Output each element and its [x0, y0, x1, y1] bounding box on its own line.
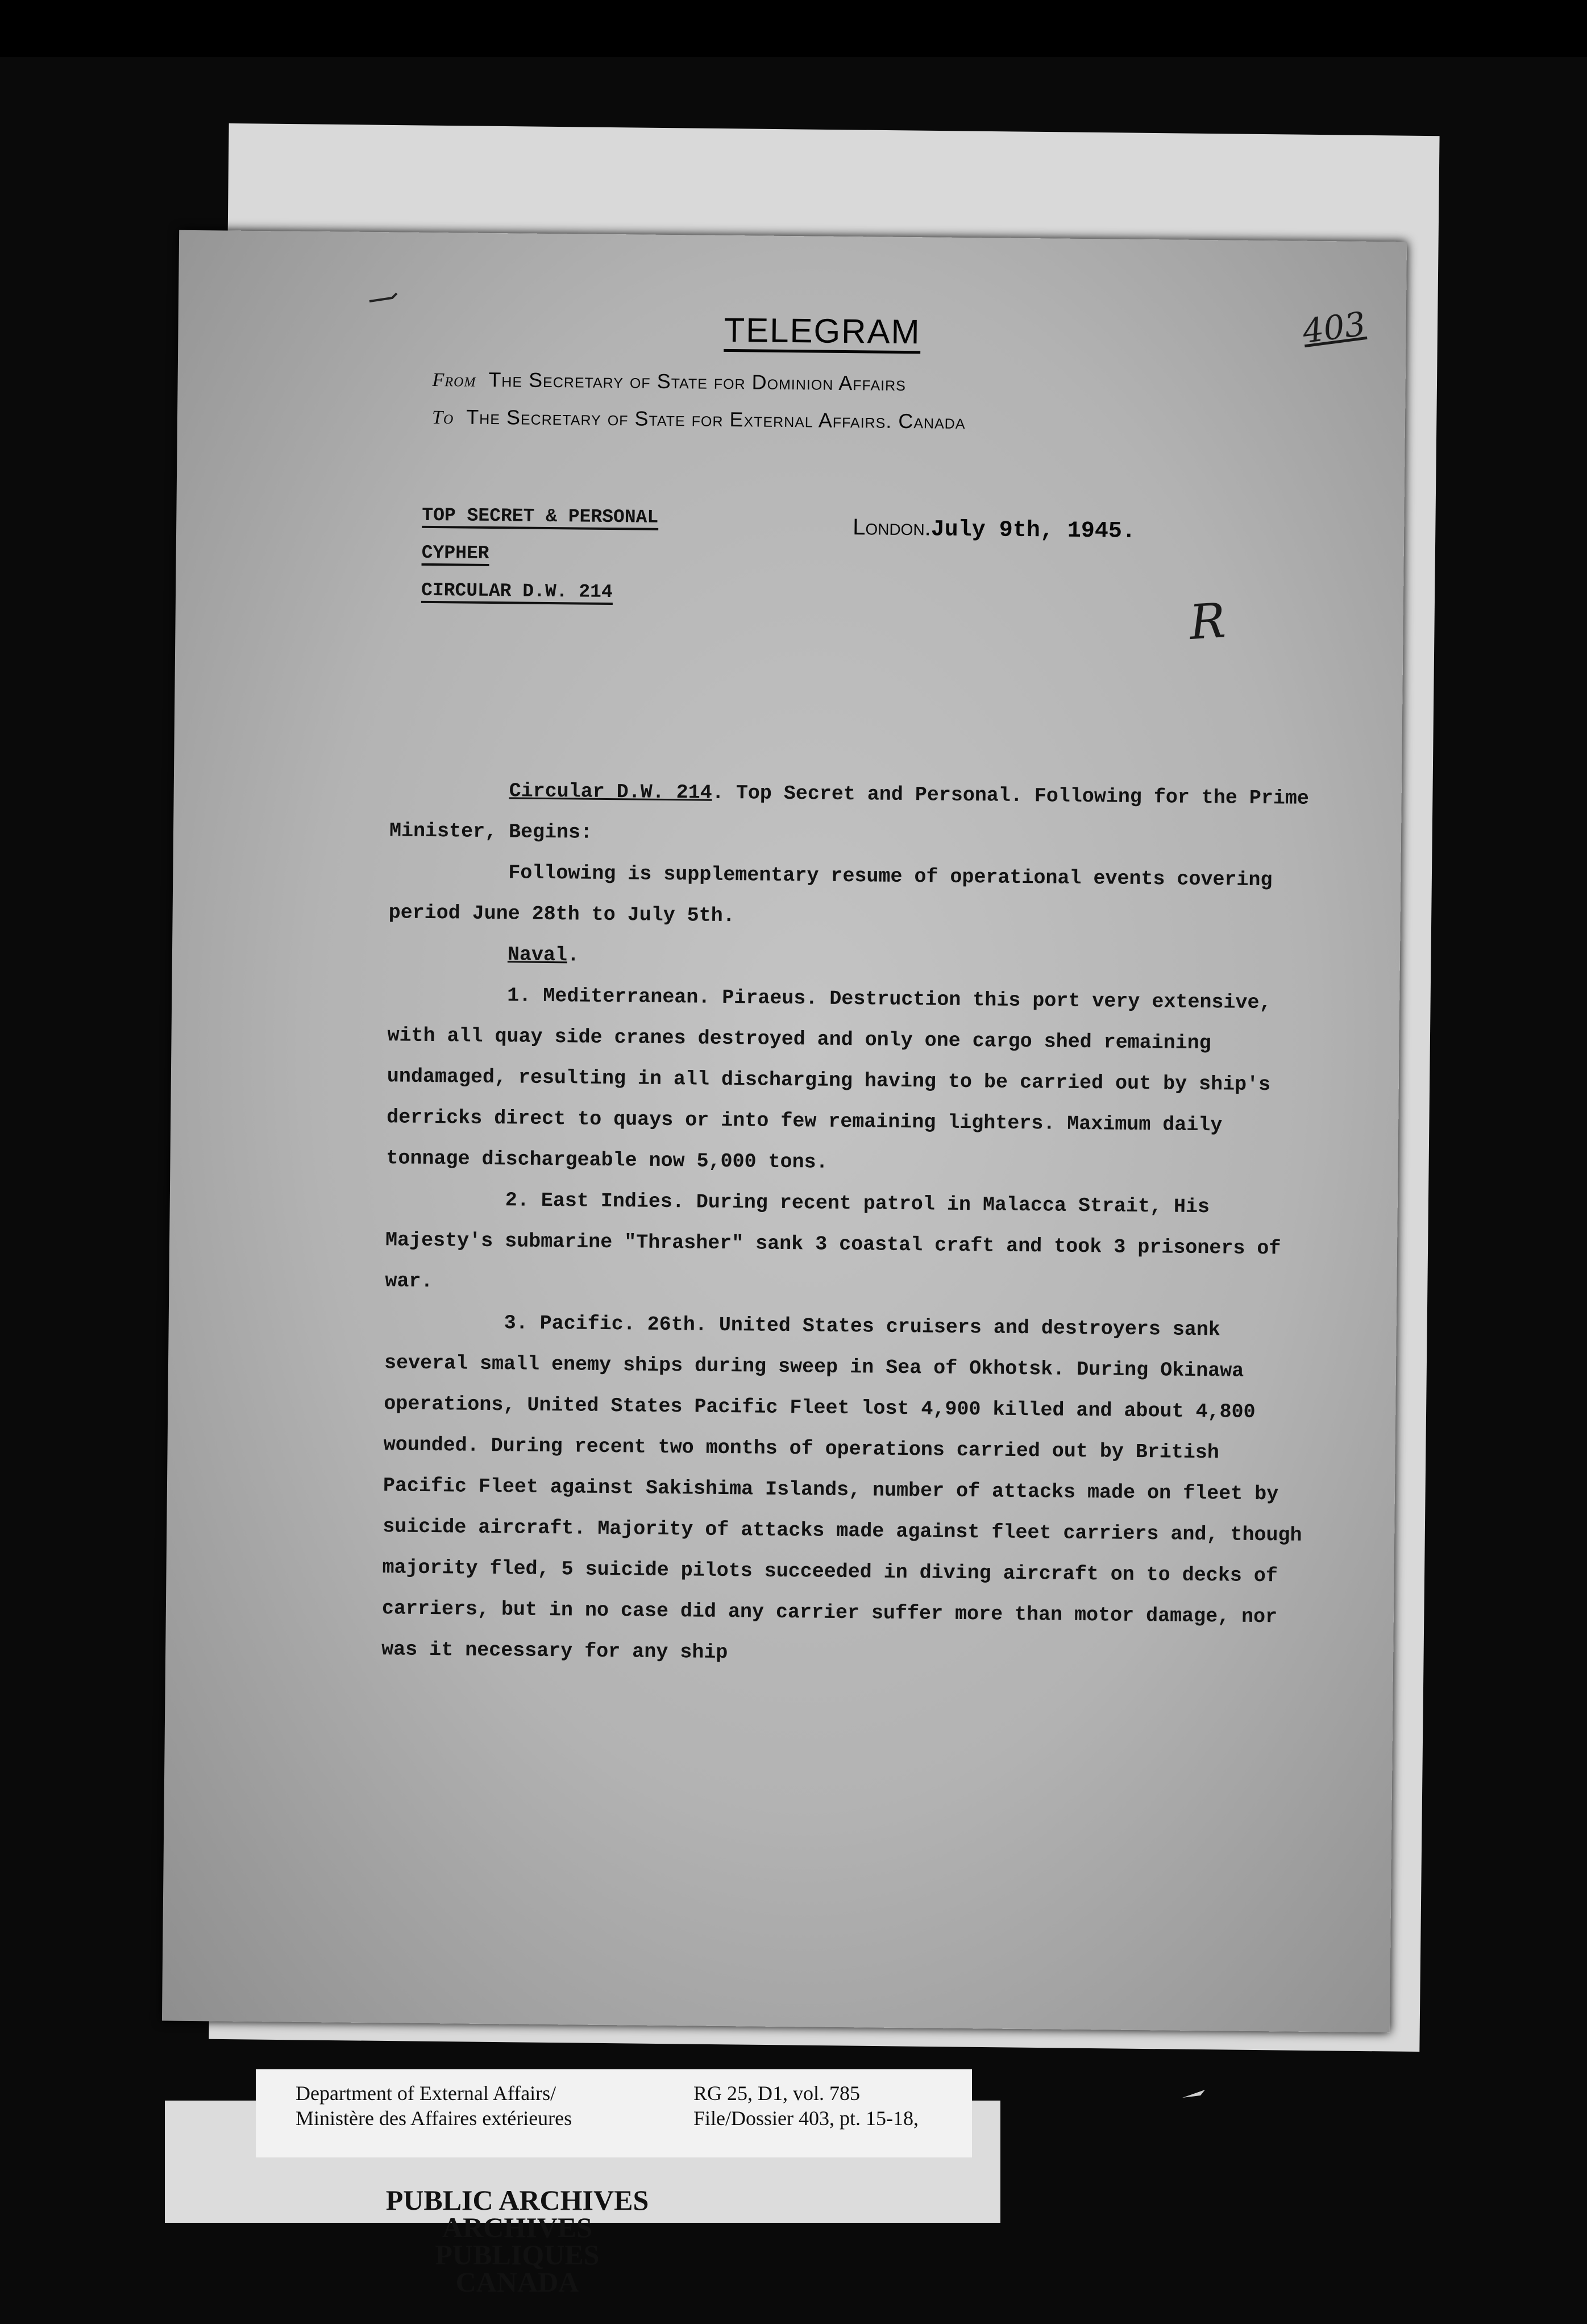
summary-paragraph: Following is supplementary resume of operational events covering period June 28th to July 5th. — [388, 861, 1273, 928]
dateline-place: London. — [852, 514, 932, 541]
stamp-line-3: CANADA — [455, 2266, 579, 2298]
opening-text: . Top Secret and Personal. Following for the Prime Minister, Begins: — [389, 781, 1310, 844]
to-label: To — [431, 406, 454, 429]
handwritten-r-mark: R — [1187, 592, 1227, 650]
classification-top-secret: TOP SECRET & PERSONAL — [422, 505, 658, 530]
file-number-annotation: 403 — [1300, 304, 1368, 351]
department-line-1: Department of External Affairs/ — [296, 2082, 556, 2105]
from-label: From — [432, 369, 476, 391]
classification-circular: CIRCULAR D.W. 214 — [421, 580, 613, 605]
circular-reference: Circular D.W. 214 — [509, 779, 712, 804]
item-pacific: 3. Pacific. 26th. United States cruisers and destroyers sank several small enemy ships during sweep in Sea of Okhotsk. During Okinawa operations, United States Pacific Fleet lost 4,900 killed and about 4,800 wounded. During recent two months of operations carried out by British Pacific Fleet against Sakishima Islands, number of attacks made on fleet by suicide aircraft. Majority of attacks made against fleet carriers and, though majority fled, 5 suicide pilots succeeded in diving aircraft on to decks of carriers, but in no case did any carrier suffer more than motor damage, nor was it necessary for any ship — [381, 1312, 1302, 1665]
to-text: The Secretary of State for External Affairs. Canada — [466, 405, 966, 433]
dateline-date: July 9th, 1945. — [930, 517, 1136, 545]
reference-line-2: File/Dossier 403, pt. 15-18, — [693, 2107, 919, 2130]
classification-cypher: CYPHER — [422, 543, 489, 566]
pencil-mark — [369, 293, 397, 301]
reference-line-1: RG 25, D1, vol. 785 — [693, 2082, 861, 2105]
department-line-2: Ministère des Affaires extérieures — [296, 2107, 572, 2130]
stamp-line-2: ARCHIVES PUBLIQUES — [435, 2211, 600, 2271]
speck-mark — [1182, 2090, 1205, 2098]
item-mediterranean: 1. Mediterranean. Piraeus. Destruction this port very extensive, with all quay side cranes destroyed and only one cargo shed remaining undamaged, resulting in all discharging having to be carried out by ship's derricks direct to quays or into few remaining lighters. Maximum daily tonnage dischargeable now 5,000 tons. — [386, 984, 1272, 1174]
telegram-heading: TELEGRAM — [724, 312, 921, 354]
stamp-line-1: PUBLIC ARCHIVES — [385, 2184, 649, 2216]
naval-heading-punct: . — [567, 944, 580, 967]
from-text: The Secretary of State for Dominion Affairs — [488, 367, 907, 395]
item-east-indies: 2. East Indies. During recent patrol in Malacca Strait, His Majesty's submarine "Thrasher" sank 3 coastal craft and took 3 prisoners of war. — [385, 1189, 1281, 1293]
naval-heading-text: Naval — [507, 943, 568, 967]
